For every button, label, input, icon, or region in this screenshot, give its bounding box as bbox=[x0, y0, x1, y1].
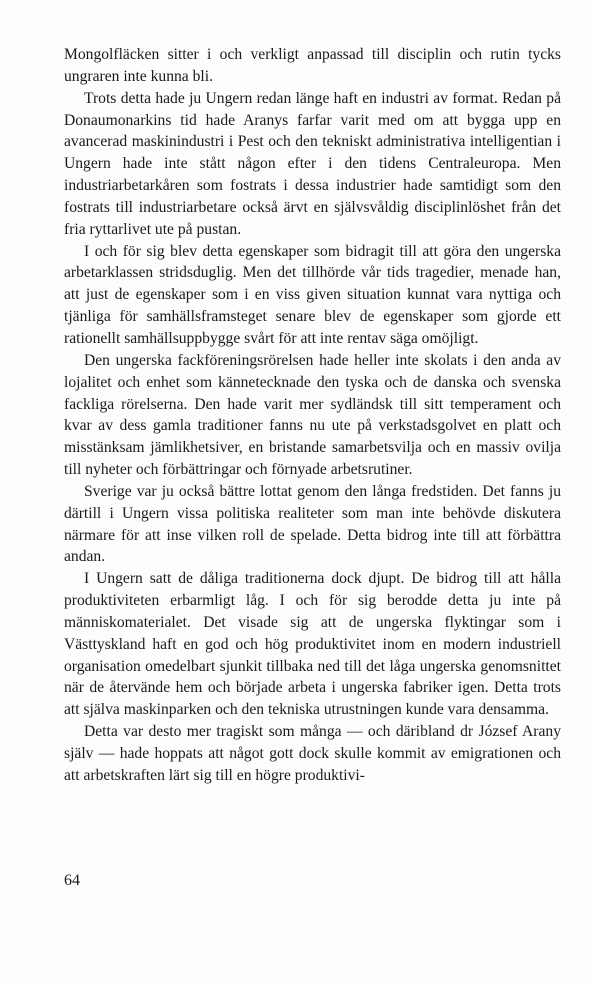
paragraph-1: Mongolfläcken sitter i och verkligt anpassad till disciplin och rutin tycks ungraren inte kunna bli. bbox=[64, 46, 561, 85]
body-text bbox=[64, 44, 561, 787]
paragraph-5: Sverige var ju också bättre lottat genom den långa fredstiden. Det fanns ju därtill i Ungern vissa politiska realiteter som man inte behövde diskutera närmare för att inse vilken roll de spelade. Detta bidrog inte till att förbättra andan. bbox=[64, 482, 561, 566]
paragraph-4: Den ungerska fackföreningsrörelsen hade heller inte skolats i den anda av lojalitet och enhet som kännetecknade den tyska och de danska och svenska fackliga rörelserna. Den hade varit mer sydländsk till sitt temperament och kvar av dess gamla traditioner fanns nu ute på verkstadsgolvet en platt och misstänksam jämlikhetsiver, en bristande samarbetsvilja och en massiv ovilja till nyheter och förbättringar och förnyade arbetsrutiner. bbox=[64, 351, 561, 479]
paragraph-7: Detta var desto mer tragiskt som många — och däribland dr József Arany själv — hade hoppats att något gott dock skulle kommit av emigrationen och att arbetskraften lärt sig till en högre produktivi- bbox=[64, 723, 561, 784]
page-number: 64 bbox=[64, 872, 80, 889]
page-text-block bbox=[64, 44, 561, 787]
paragraph-3: I och för sig blev detta egenskaper som bidragit till att göra den ungerska arbetarklassen stridsduglig. Men det tillhörde vår tids tragedier, menade han, att just de egenskaper som i en viss given situation kunnat vara nyttiga och tjänliga för samhällsframsteget senare blev de egenskaper som gjorde ett rationellt samhällsuppbygge svårt för att inte rentav säga omöjligt. bbox=[64, 242, 561, 347]
paragraph-6: I Ungern satt de dåliga traditionerna dock djupt. De bidrog till att hålla produktiviteten erbarmligt låg. I och för sig berodde detta ju inte på människomaterialet. Det visade sig att de ungerska flyktingar som i Västtyskland haft en god och hög produktivitet inom en modern industriell organisation omedelbart sjunkit tillbaka ned till det låga ungerska genomsnittet när de återvände hem och började arbeta i ungerska fabriker igen. Detta trots att själva maskinparken och den tekniska utrustningen kunde vara densamma. bbox=[64, 570, 561, 719]
paragraph-2: Trots detta hade ju Ungern redan länge haft en industri av format. Redan på Donaumonarkins tid hade Aranys farfar varit med om att bygga upp en avancerad maskinindustri i Pest och den tekniskt administrativa intelligentian i Ungern hade inte stått någon efter i den tidens Centraleuropa. Men industriarbetarkåren som fostrats i dessa industrier hade samtidigt som den fostrats till industriarbetare också ärvt en självsvåldig disciplinlöshet från det fria ryttarlivet ute på pustan. bbox=[64, 89, 561, 238]
